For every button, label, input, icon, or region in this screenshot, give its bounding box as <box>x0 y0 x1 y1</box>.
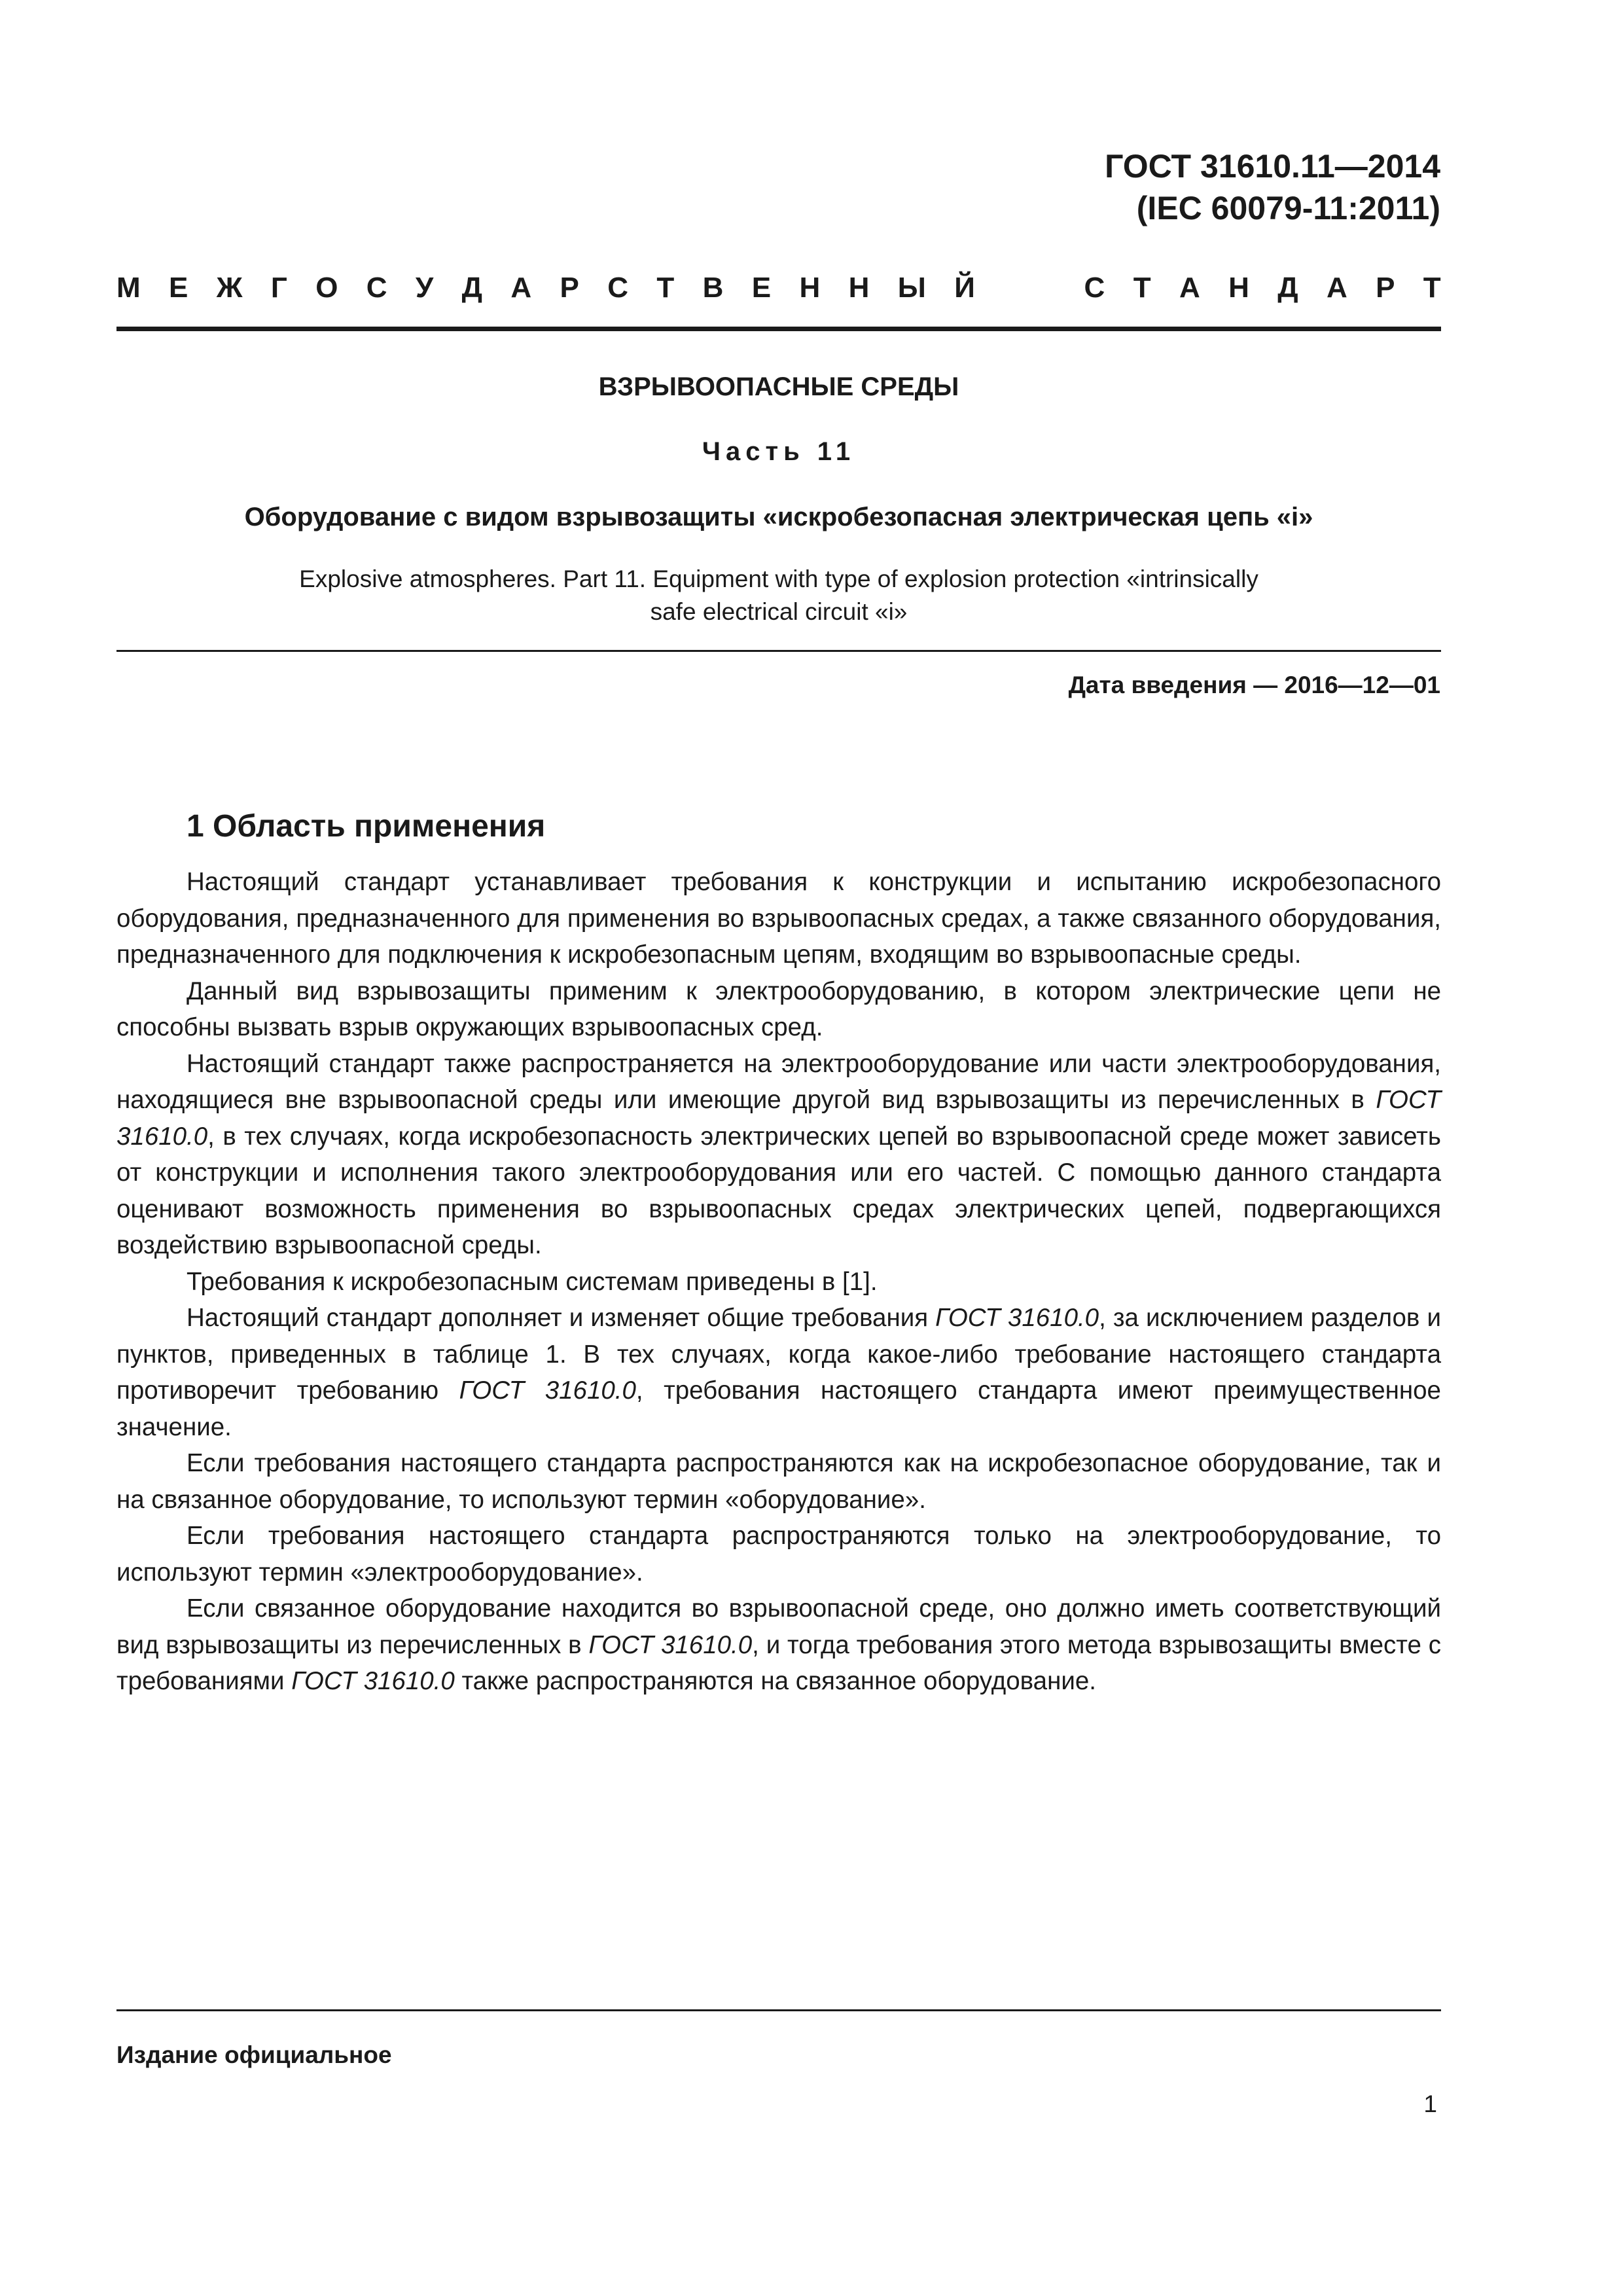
banner-letter: Т <box>656 272 675 304</box>
document-title: ВЗРЫВООПАСНЫЕ СРЕДЫ <box>598 372 959 401</box>
paragraph-text: , в тех случаях, когда искробезопасность электрических цепей во взрывоопасной среде может зависеть от конструкции и исполнения такого электрооборудования или его частей. С помощью данного стандарта оценивают возможность применения во взрывоопасных средах электрических цепей, подвергающихся воздействию взрывоопасной среды. <box>116 1122 1441 1259</box>
footer-divider <box>116 2009 1441 2011</box>
paragraph-text: Настоящий стандарт дополняет и изменяет общие требования <box>187 1304 936 1332</box>
paragraph-text: Настоящий стандарт также распространяется на электрооборудование или части электрооборудования, находящиеся вне взрывоопасной среды или имеющие другой вид взрывозащиты из перечисленных в <box>116 1049 1441 1114</box>
banner-letter: Н <box>1228 272 1249 304</box>
document-subtitle: Оборудование с видом взрывозащиты «искробезопасная электрическая цепь «i» <box>244 503 1313 531</box>
interstate-standard-banner <box>116 268 1441 308</box>
paragraph-text: Данный вид взрывозащиты применим к электрооборудованию, в котором электрические цепи не способны вызвать взрыв окружающих взрывоопасных сред. <box>116 977 1441 1041</box>
body-paragraph <box>116 1046 1441 1264</box>
header-divider <box>116 327 1441 331</box>
banner-letter: Н <box>799 272 821 304</box>
banner-letter: Й <box>954 272 975 304</box>
body-paragraph <box>116 1590 1441 1700</box>
title-divider <box>116 650 1441 652</box>
introduction-date: Дата введения — 2016—12—01 <box>1068 672 1440 698</box>
banner-letter: Т <box>1423 272 1441 304</box>
banner-letter: У <box>415 272 434 304</box>
banner-letter: С <box>366 272 387 304</box>
paragraph-text: , требования настоящего стандарта имеют преимущественное значение. <box>116 1376 1441 1441</box>
paragraph-text: Требования к искробезопасным системам приведены в [1]. <box>187 1267 878 1296</box>
paragraph-text: Настоящий стандарт устанавливает требования к конструкции и испытанию искробезопасного оборудования, предназначенного для применения во взрывоопасных средах, а также связанного оборудования, предназначенного для подключения к искробезопасным цепям, входящим во взрывоопасные среды. <box>116 868 1441 969</box>
banner-letter: Н <box>848 272 870 304</box>
banner-letter: Е <box>751 272 772 304</box>
banner-letter: А <box>1179 272 1200 304</box>
banner-letter: М <box>116 272 141 304</box>
banner-letter: А <box>1326 272 1347 304</box>
paragraph-text: Если требования настоящего стандарта распространяются как на искробезопасное оборудование, так и на связанное оборудование, то используют термин «оборудование». <box>116 1449 1441 1514</box>
body-paragraph <box>116 864 1441 973</box>
section-heading: 1 Область применения <box>187 809 546 844</box>
banner-letter: Р <box>1376 272 1395 304</box>
paragraph-text: Если связанное оборудование находится во взрывоопасной среде, оно должно иметь соответствующий вид взрывозащиты из перечисленных в <box>116 1594 1441 1659</box>
banner-letter: Е <box>169 272 188 304</box>
standard-reference: ГОСТ 31610.0 <box>116 1086 1441 1151</box>
page-number: 1 <box>1423 2090 1437 2117</box>
standard-reference: ГОСТ 31610.0 <box>588 1630 753 1659</box>
paragraph-text: , за исключением разделов и пунктов, приведенных в таблице 1. В тех случаях, когда какое-либо требование настоящего стандарта противоречит требованию <box>116 1304 1441 1405</box>
body-paragraph <box>116 1518 1441 1590</box>
banner-letter: Р <box>560 272 579 304</box>
banner-letter: Г <box>270 272 287 304</box>
edition-label: Издание официальное <box>116 2041 392 2068</box>
gost-number: ГОСТ 31610.11—2014 <box>1105 148 1440 185</box>
body-paragraph <box>116 973 1441 1046</box>
body-paragraph <box>116 1445 1441 1518</box>
body-paragraph <box>116 1300 1441 1445</box>
iec-number: (IEC 60079-11:2011) <box>1136 190 1440 226</box>
banner-word-gap <box>1003 268 1056 308</box>
banner-letter: Ж <box>216 272 243 304</box>
banner-letter: С <box>607 272 629 304</box>
banner-letter: Д <box>1277 272 1298 304</box>
document-number-block <box>1105 145 1440 229</box>
paragraph-text: Если требования настоящего стандарта распространяются только на электрооборудование, то используют термин «электрооборудование». <box>116 1522 1441 1587</box>
standard-reference: ГОСТ 31610.0 <box>291 1667 455 1695</box>
banner-letter: С <box>1084 272 1105 304</box>
document-part: Часть 11 <box>702 437 856 466</box>
banner-letter: В <box>702 272 724 304</box>
body-paragraph <box>116 1264 1441 1300</box>
standard-reference: ГОСТ 31610.0 <box>459 1376 636 1405</box>
section-body <box>116 864 1441 1700</box>
banner-letter: Д <box>461 272 483 304</box>
paragraph-text: также распространяются на связанное оборудование. <box>454 1667 1096 1695</box>
banner-letter: Т <box>1133 272 1151 304</box>
paragraph-text: , и тогда требования этого метода взрывозащиты вместе с требованиями <box>116 1630 1441 1695</box>
banner-letter: А <box>510 272 532 304</box>
english-title: Explosive atmospheres. Part 11. Equipment with type of explosion protection «intrinsically safe electrical circuit «i» <box>299 565 1258 625</box>
banner-letter: О <box>315 272 338 304</box>
banner-letter: Ы <box>897 272 926 304</box>
standard-reference: ГОСТ 31610.0 <box>935 1304 1099 1332</box>
